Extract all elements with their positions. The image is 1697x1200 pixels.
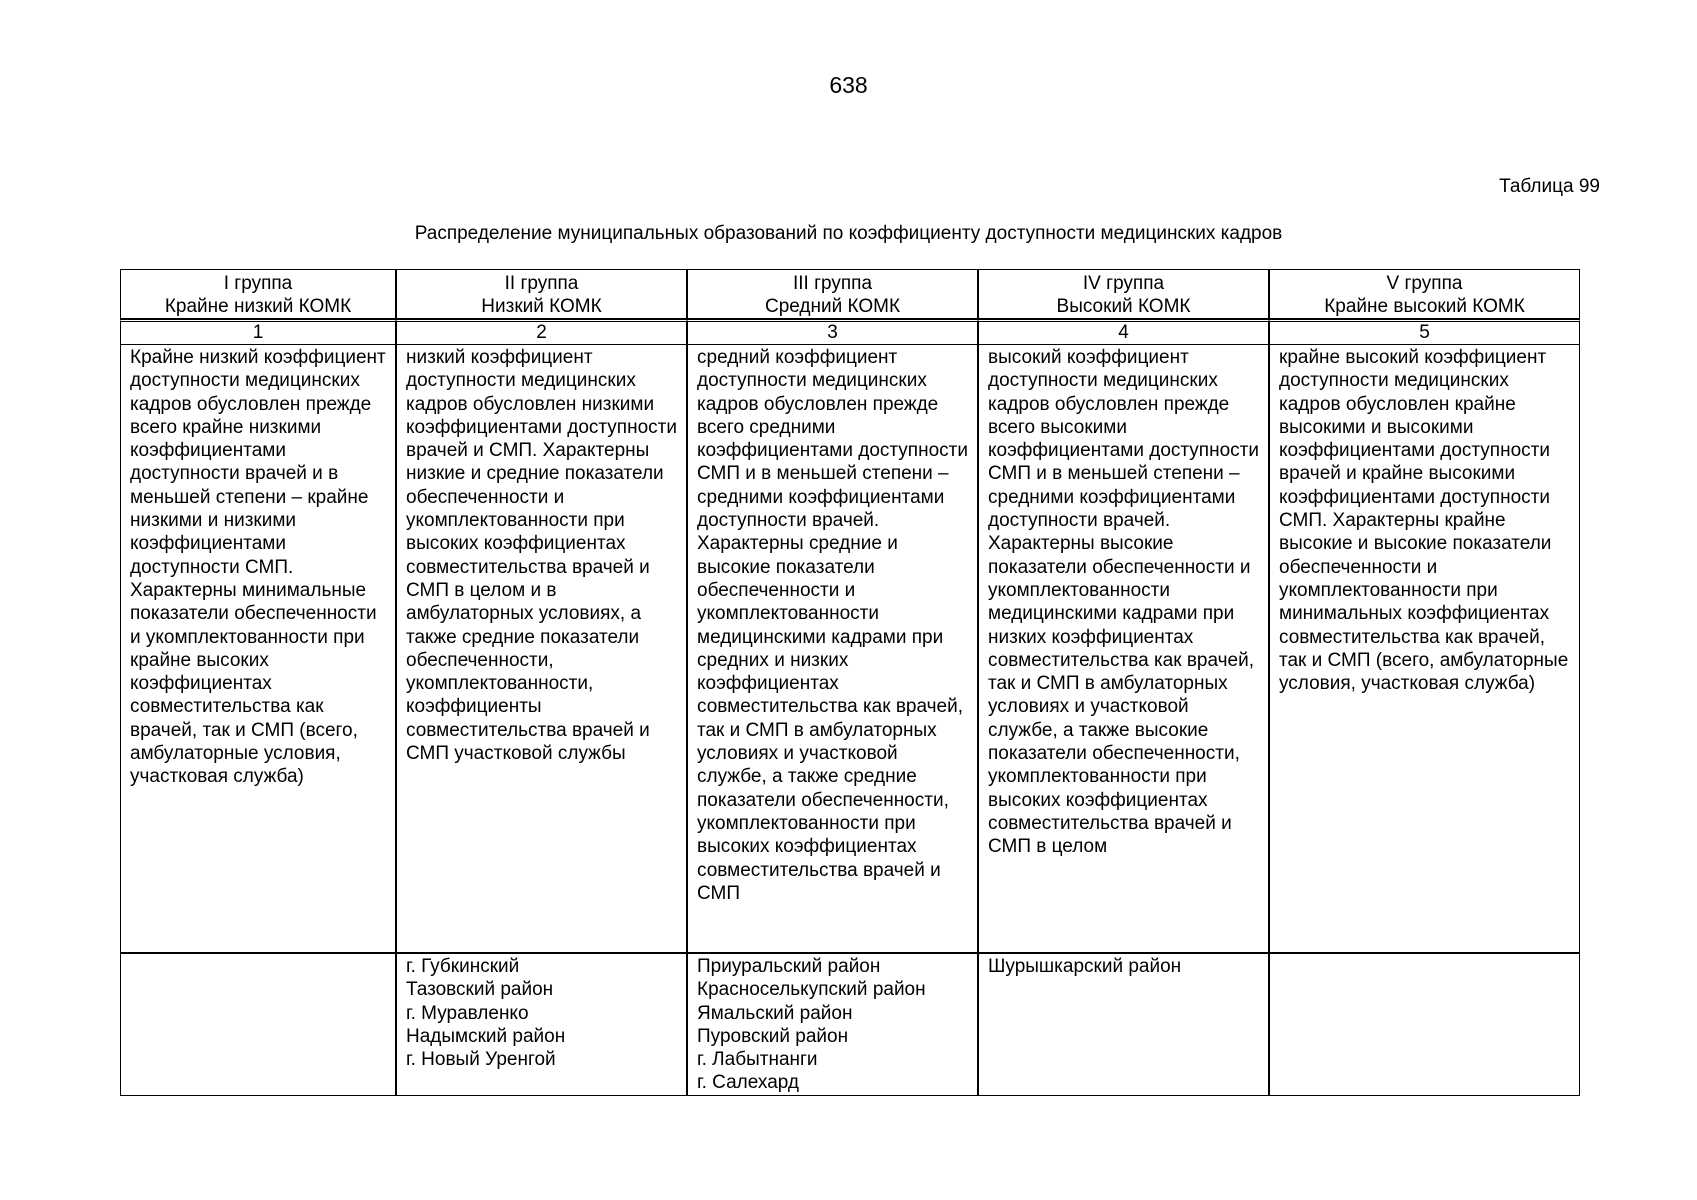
group-description: средний коэффициент доступности медицинских кадров обусловлен прежде всего средними коэффициентами доступности СМП и в меньшей степени – средними коэффициентами доступности врачей. Характерны средние и высокие показатели обеспеченности и укомплектованности медицинскими кадрами при средних и низких коэффициентах совместительства как врачей, так и СМП в амбулаторных условиях и участковой службе, а также средние показатели обеспеченности, укомплектованности при высоких коэффициентах совместительства врачей и СМП [687, 345, 978, 953]
group-name: IV группа [1082, 273, 1165, 294]
municipality-list [978, 953, 1269, 1096]
municipality-list [120, 953, 396, 1096]
page-number: 638 [829, 72, 868, 98]
municipality-list [687, 953, 978, 1096]
column-number: 4 [978, 319, 1269, 345]
column-number: 2 [396, 319, 687, 345]
municipality-list [396, 953, 687, 1096]
group-description: Крайне низкий коэффициент доступности медицинских кадров обусловлен прежде всего крайне низкими коэффициентами доступности врачей и в меньшей степени – крайне низкими и низкими коэффициентами доступности СМП. Характерны минимальные показатели обеспеченности и укомплектованности при крайне высоких коэффициентах совместительства как врачей, так и СМП (всего, амбулаторные условия, участковая служба) [120, 345, 396, 953]
header-cell-group-4 [978, 269, 1269, 319]
table-label: Таблица 99 [1499, 176, 1600, 197]
group-level: Крайне высокий КОМК [1324, 296, 1525, 317]
municipality-item: г. Муравленко [406, 1002, 529, 1024]
municipality-item: г. Губкинский [406, 956, 520, 977]
municipality-item: г. Новый Уренгой [406, 1049, 556, 1071]
group-description: высокий коэффициент доступности медицинских кадров обусловлен прежде всего высокими коэффициентами доступности СМП и в меньшей степени – средними коэффициентами доступности врачей. Характерны высокие показатели обеспеченности и укомплектованности медицинскими кадрами при низких коэффициентах совместительства как врачей, так и СМП в амбулаторных условиях и участковой службе, а также высокие показатели обеспеченности, укомплектованности при высоких коэффициентах совместительства врачей и СМП в целом [978, 345, 1269, 953]
column-number: 3 [687, 319, 978, 345]
group-name: V группа [1386, 273, 1463, 294]
table-title: Распределение муниципальных образований по коэффициенту доступности медицинских кадров [414, 223, 1283, 244]
municipality-item: Надымский район [406, 1025, 566, 1047]
header-row [120, 269, 1580, 319]
municipalities-row [120, 953, 1580, 1096]
column-number: 1 [120, 319, 396, 345]
municipality-item: г. Салехард [697, 1072, 799, 1094]
distribution-table [120, 269, 1580, 1096]
group-description: крайне высокий коэффициент доступности медицинских кадров обусловлен крайне высокими и высокими коэффициентами доступности врачей и крайне высокими коэффициентами доступности СМП. Характерны крайне высокие и высокие показатели обеспеченности и укомплектованности при минимальных коэффициентах совместительства как врачей, так и СМП (всего, амбулаторные условия, участковая служба) [1269, 345, 1580, 953]
column-number: 5 [1269, 319, 1580, 345]
municipality-item: Красноселькупский район [697, 979, 926, 1001]
group-description: низкий коэффициент доступности медицинских кадров обусловлен низкими коэффициентами доступности врачей и СМП. Характерны низкие и средние показатели обеспеченности и укомплектованности при высоких коэффициентах совместительства врачей и СМП в целом и в амбулаторных условиях, а также средние показатели обеспеченности, укомплектованности, коэффициенты совместительства врачей и СМП участковой службы [396, 345, 687, 953]
group-name: III группа [792, 273, 873, 294]
municipality-list [1269, 953, 1580, 1096]
column-number-row [120, 319, 1580, 345]
header-cell-group-1 [120, 269, 396, 319]
description-row [120, 345, 1580, 953]
header-cell-group-3 [687, 269, 978, 319]
group-level: Высокий КОМК [1056, 296, 1191, 317]
municipality-item: Приуральский район [697, 956, 881, 977]
group-name: I группа [223, 273, 293, 294]
group-name: II группа [504, 273, 579, 294]
municipality-item: Ямальский район [697, 1002, 853, 1024]
group-level: Низкий КОМК [481, 296, 602, 317]
header-cell-group-2 [396, 269, 687, 319]
group-level: Крайне низкий КОМК [164, 296, 352, 317]
municipality-item: Шурышкарский район [988, 956, 1182, 977]
municipality-item: Пуровский район [697, 1025, 849, 1047]
municipality-item: Тазовский район [406, 979, 554, 1001]
municipality-item: г. Лабытнанги [697, 1049, 818, 1071]
group-level: Средний КОМК [764, 296, 901, 317]
header-cell-group-5 [1269, 269, 1580, 319]
